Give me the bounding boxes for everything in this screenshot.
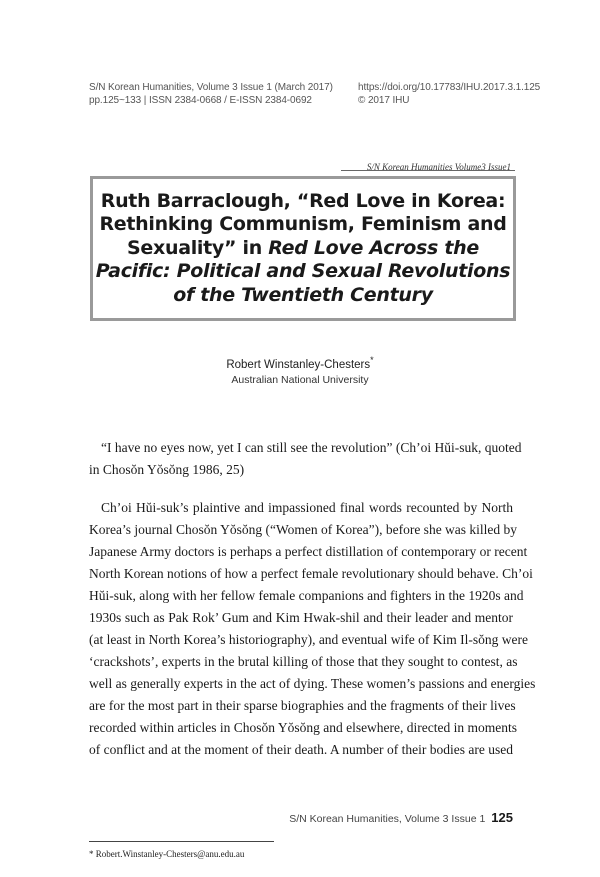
paragraph-line: Ch’oi Hŭi-suk’s plaintive and impassioned final words recounted by North: [101, 500, 513, 515]
journal-tag-rule: [341, 170, 515, 171]
epigraph-quote: [89, 437, 522, 481]
paragraph-line: well as generally experts in the act of dying. These women’s passions and energies: [89, 676, 536, 691]
footnote: * Robert.Winstanley-Chesters@anu.edu.au: [89, 849, 245, 859]
title-box: [90, 176, 516, 321]
journal-volume-line: S/N Korean Humanities, Volume 3 Issue 1 (March 2017): [89, 82, 333, 93]
doi-link[interactable]: https://doi.org/10.17783/IHU.2017.3.1.125: [358, 82, 541, 93]
paragraph-line: of conflict and at the moment of their death. A number of their bodies are used: [89, 742, 513, 757]
body-paragraph: [89, 497, 536, 761]
author-affiliation: Australian National University: [231, 374, 369, 386]
running-title: S/N Korean Humanities, Volume 3 Issue 1: [289, 813, 486, 825]
article-title: [96, 190, 510, 308]
paragraph-line: 1930s such as Pak Rok’ Gum and Kim Hwak-shil and their leader and mentor: [89, 610, 513, 625]
author-footnote-marker: *: [370, 355, 374, 365]
title-line-1: Ruth Barraclough, “Red Love in Korea:: [100, 189, 506, 212]
journal-tag: S/N Korean Humanities Volume3 Issue1: [366, 162, 511, 172]
quote-line: in Chosŏn Yŏsŏng 1986, 25): [89, 462, 245, 477]
issn-line: pp.125~133 | ISSN 2384-0668 / E-ISSN 2384-0692: [89, 94, 312, 106]
paragraph-line: recorded within articles in Chosŏn Yŏsŏng and elsewhere, directed in moments: [89, 720, 518, 735]
author-name: [0, 355, 600, 371]
paragraph-line: North Korean notions of how a perfect female revolutionary should behave. Ch’oi: [89, 566, 533, 581]
page-number: 125: [491, 810, 513, 825]
title-line-5: of the Twentieth Century: [173, 283, 433, 306]
doi-info: [358, 82, 540, 107]
footnote-rule: [89, 841, 274, 842]
title-line-3-italic: Red Love Across the: [268, 236, 479, 259]
paragraph-line: ‘crackshots’, experts in the brutal killing of those that they sought to contest, as: [89, 654, 518, 669]
copyright-line: © 2017 IHU: [358, 94, 410, 106]
paragraph-line: Korea’s journal Chosŏn Yŏsŏng (“Women of Korea”), before she was killed by: [89, 522, 518, 537]
page-footer: [289, 810, 513, 825]
paragraph-line: are for the most part in their sparse biographies and the fragments of their lives: [89, 698, 516, 713]
title-line-3-roman: Sexuality” in: [127, 236, 269, 259]
quote-line: “I have no eyes now, yet I can still see the revolution” (Ch’oi Hŭi-suk, quoted: [101, 440, 522, 455]
citation-info: [89, 82, 333, 107]
paragraph-line: (at least in North Korea’s historiography), and eventual wife of Kim Il-sŏng were: [89, 632, 528, 647]
title-line-2: Rethinking Communism, Feminism and: [99, 213, 507, 236]
title-line-4: Pacific: Political and Sexual Revolutions: [95, 260, 511, 283]
title-line-3: [96, 237, 510, 261]
paragraph-line: Hŭi-suk, along with her fellow female companions and fighters in the 1920s and: [89, 588, 524, 603]
author-name-text: Robert Winstanley-Chesters: [226, 358, 371, 371]
paragraph-line: Japanese Army doctors is perhaps a perfect distillation of contemporary or recent: [89, 544, 528, 559]
